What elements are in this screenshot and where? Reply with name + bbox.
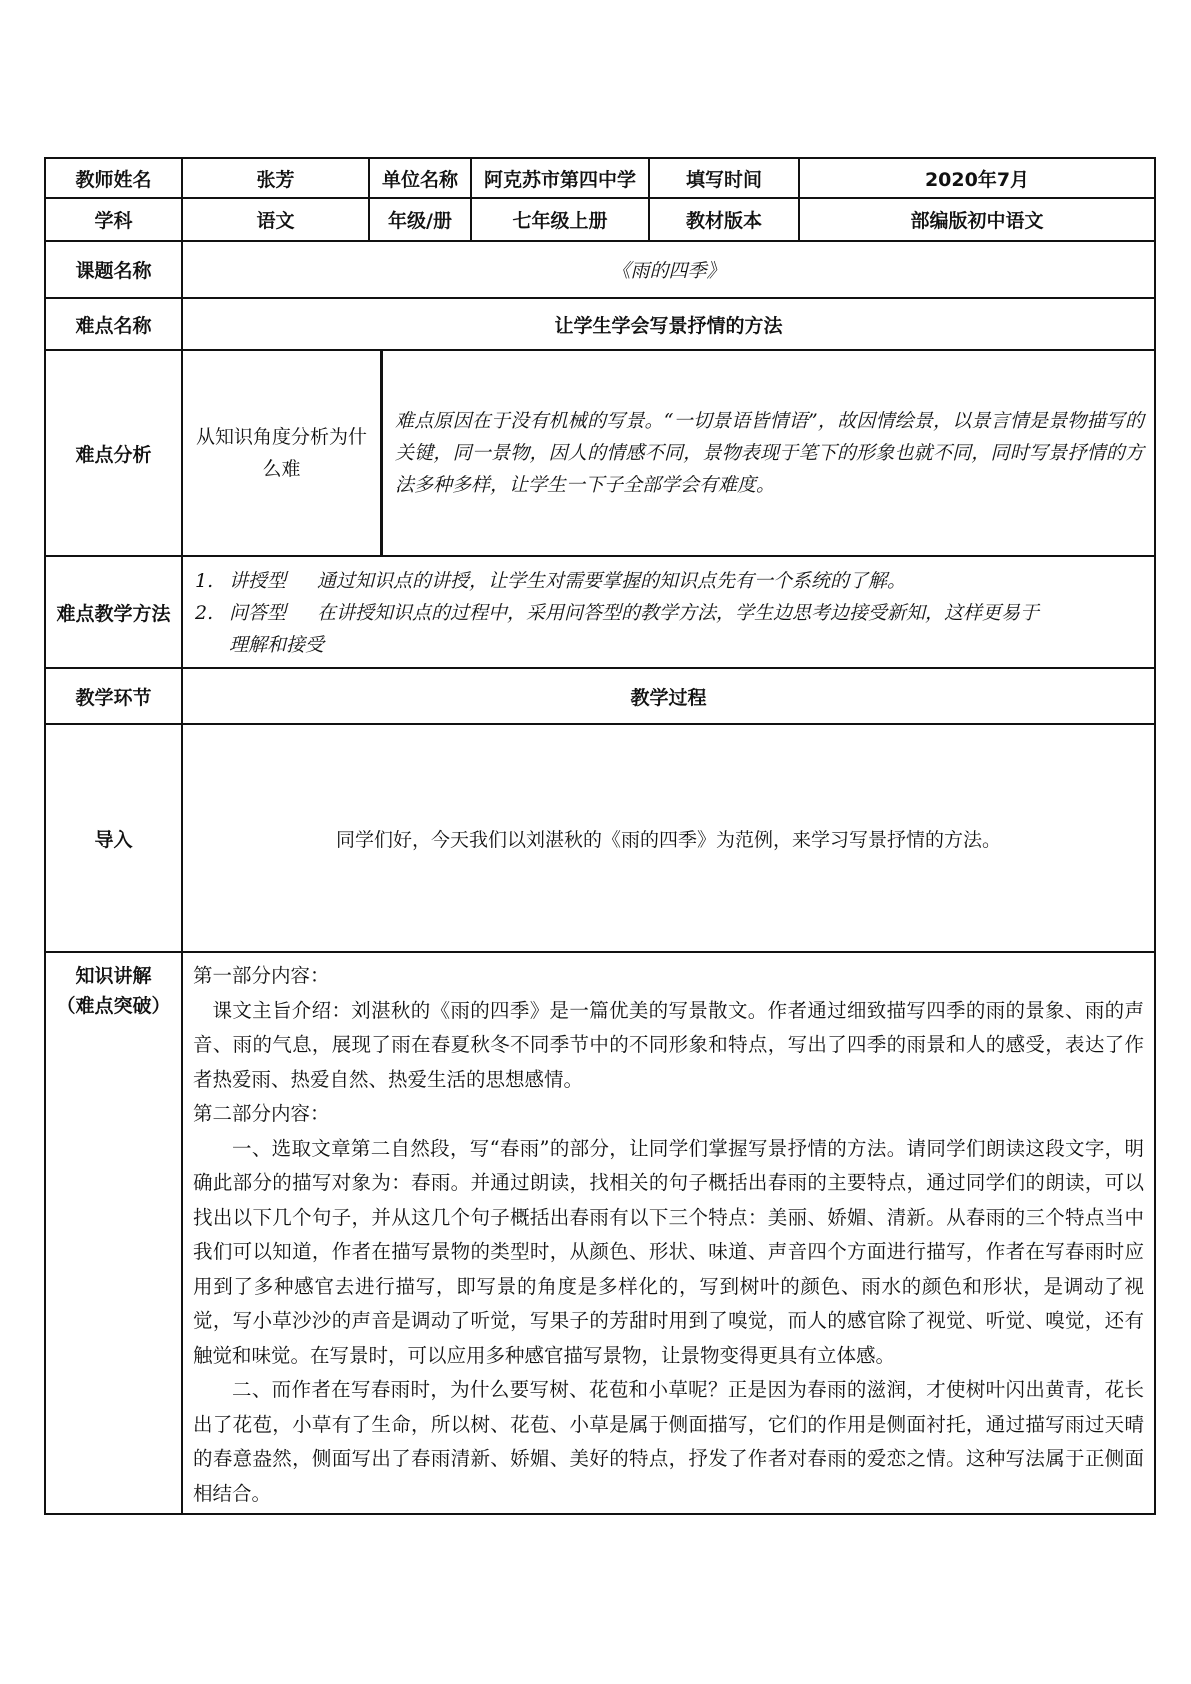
knowledge-label-line1: 知识讲解 (75, 965, 152, 987)
analysis-row (45, 350, 1155, 556)
part2-paragraph-1: 一、选取文章第二自然段，写“春雨”的部分，让同学们掌握写景抒情的方法。请同学们朗读这段文字，明确此部分的描写对象为：春雨。并通过朗读，找相关的句子概括出春雨的主要特点，通过同学们的朗读，可以找出以下几个句子，并从这几个句子概括出春雨有以下三个特点：美丽、娇媚、清新。从春雨的三个特点当中我们可以知道，作者在描写景物的类型时，从颜色、形状、味道、声音四个方面进行描写，作者在写春雨时应用到了多种感官去进行描写，即写景的角度是多样化的，写到树叶的颜色、雨水的颜色和形状，是调动了视觉，写小草沙沙的声音是调动了听觉，写果子的芳甜时用到了嗅觉，而人的感官除了视觉、听觉、嗅觉，还有触觉和味觉。在写景时，可以应用多种感官描写景物，让景物变得更具有立体感。 (193, 1136, 1144, 1367)
teacher-value: 张芳 (182, 158, 369, 198)
method-item (195, 597, 1142, 629)
difficulty-label: 难点名称 (45, 298, 182, 350)
method-type: 问答型 (229, 602, 287, 624)
analysis-label: 难点分析 (45, 350, 182, 556)
unit-value: 阿克苏市第四中学 (471, 158, 649, 198)
teacher-label: 教师姓名 (45, 158, 182, 198)
part1-title: 第一部分内容： (193, 964, 330, 987)
intro-row (45, 724, 1155, 952)
grade-value: 七年级上册 (471, 198, 649, 241)
analysis-text: 难点原因在于没有机械的写景。“一切景语皆情语”，故因情绘景，以景言情是景物描写的关键，同一景物，因人的情感不同，景物表现于笔下的形象也就不同，同时写景抒情的方法多种多样，让学生一下子全部学会有难度。 (395, 410, 1144, 496)
topic-row (45, 241, 1155, 298)
unit-label: 单位名称 (369, 158, 471, 198)
method-number: 2. (195, 602, 214, 624)
date-value: 2020年7月 (799, 158, 1155, 198)
intro-text: 同学们好，今天我们以刘湛秋的《雨的四季》为范例，来学习写景抒情的方法。 (182, 724, 1155, 952)
process-value: 教学过程 (182, 668, 1155, 724)
analysis-sub-label: 从知识角度分析为什么难 (183, 351, 383, 555)
analysis-cell (182, 350, 1155, 556)
knowledge-row (45, 952, 1155, 1514)
process-label: 教学环节 (45, 668, 182, 724)
part1-text: 课文主旨介绍：刘湛秋的《雨的四季》是一篇优美的写景散文。作者通过细致描写四季的雨的景象、雨的声音、雨的气息，展现了雨在春夏秋冬不同季节中的不同形象和特点，写出了四季的雨景和人的感受，表达了作者热爱雨、热爱自然、热爱生活的思想感情。 (193, 998, 1144, 1091)
process-row (45, 668, 1155, 724)
grade-label: 年级/册 (369, 198, 471, 241)
lesson-plan-table (44, 157, 1156, 1515)
edition-value: 部编版初中语文 (799, 198, 1155, 241)
header-row-2 (45, 198, 1155, 241)
lesson-plan-page (44, 157, 1154, 1515)
method-number: 1. (195, 570, 214, 592)
difficulty-value: 让学生学会写景抒情的方法 (182, 298, 1155, 350)
edition-label: 教材版本 (649, 198, 799, 241)
methods-label: 难点教学方法 (45, 556, 182, 668)
part2-title: 第二部分内容： (193, 1102, 330, 1125)
knowledge-label-line2: （难点突破） (56, 995, 171, 1017)
topic-value: 《雨的四季》 (182, 241, 1155, 298)
methods-cell (182, 556, 1155, 668)
intro-label: 导入 (45, 724, 182, 952)
header-row-1 (45, 158, 1155, 198)
method-text: 通过知识点的讲授，让学生对需要掌握的知识点先有一个系统的了解。 (317, 570, 907, 592)
knowledge-content (182, 952, 1155, 1514)
date-label: 填写时间 (649, 158, 799, 198)
method-text-continued: 理解和接受 (229, 634, 325, 656)
method-item (195, 565, 1142, 597)
difficulty-row (45, 298, 1155, 350)
method-type: 讲授型 (229, 570, 287, 592)
subject-label: 学科 (45, 198, 182, 241)
topic-label: 课题名称 (45, 241, 182, 298)
knowledge-label (45, 952, 182, 1514)
method-text: 在讲授知识点的过程中，采用问答型的教学方法，学生边思考边接受新知，这样更易于 (317, 602, 1040, 624)
methods-row (45, 556, 1155, 668)
subject-value: 语文 (182, 198, 369, 241)
part2-paragraph-2: 二、而作者在写春雨时，为什么要写树、花苞和小草呢？正是因为春雨的滋润，才使树叶闪出黄青，花长出了花苞，小草有了生命，所以树、花苞、小草是属于侧面描写，它们的作用是侧面衬托，通过描写雨过天晴的春意盎然，侧面写出了春雨清新、娇媚、美好的特点，抒发了作者对春雨的爱恋之情。这种写法属于正侧面相结合。 (193, 1378, 1144, 1505)
